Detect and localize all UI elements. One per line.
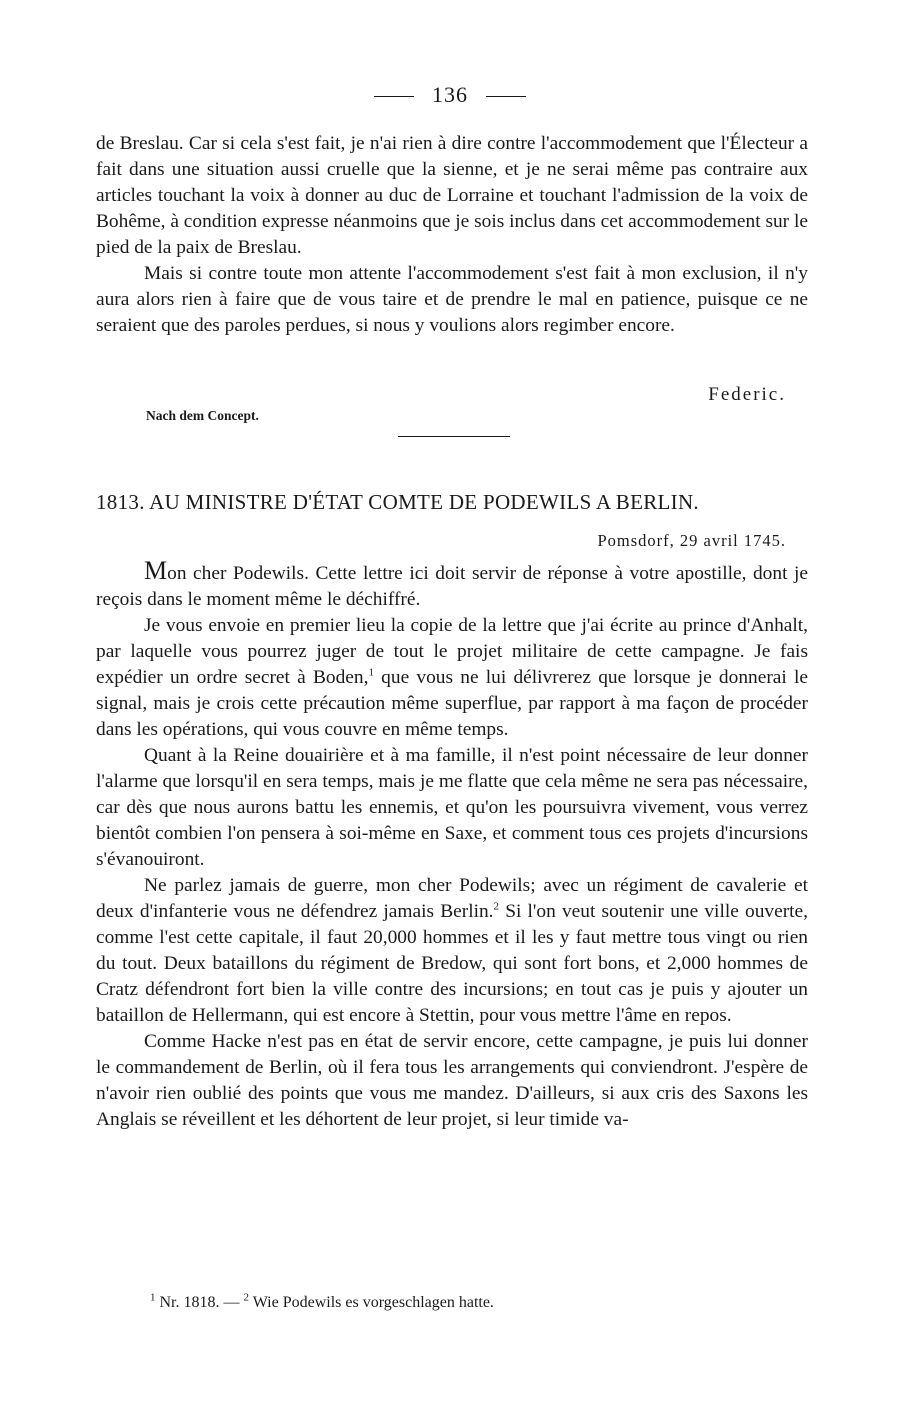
- letter-paragraph-2-text-a: Je vous envoie en premier lieu la copie de la lettre que j'ai écrite au prince d'Anhalt, par laquelle vous pourrez juger de tout le projet militaire de cette campagne. Je fais expédier un ordre secret à Boden,: [96, 615, 808, 688]
- letter-dateline: Pomsdorf, 29 avril 1745.: [597, 531, 786, 550]
- footnote-marker-2: 2: [243, 1291, 249, 1304]
- letter-heading: 1813. AU MINISTRE D'ÉTAT COMTE DE PODEWILS A BERLIN.: [96, 490, 699, 514]
- page-number: [0, 82, 900, 108]
- footnote-marker-1: 1: [150, 1291, 156, 1304]
- footnote-text-1: Nr. 1818. —: [155, 1294, 244, 1311]
- letter-paragraph-2-text-b: que vous ne lui délivrerez que lorsque je donnerai le signal, mais je crois cette précaution même superflue, par rapport à ma façon de procéder dans les opérations, qui vous couvre en même temps.: [96, 667, 808, 740]
- left-dash: [374, 96, 414, 97]
- letter-paragraph-1: [96, 558, 808, 613]
- footnote-ref-1: 1: [368, 666, 374, 679]
- continuation-text: [96, 131, 808, 339]
- letter-body: [96, 558, 808, 1133]
- letter-paragraph-5: Comme Hacke n'est pas en état de servir encore, cette campagne, je puis lui donner le commandement de Berlin, où il fera tous les arrangements qui conviendront. J'espère de n'avoir rien oublié des points que vous me mandez. D'ailleurs, si aux cris des Saxons les Anglais se réveillent et les déhortent de leur projet, si leur timide va-: [96, 1031, 808, 1130]
- source-note: Nach dem Concept.: [146, 408, 259, 423]
- footnotes: [150, 1291, 494, 1312]
- section-separator: [398, 436, 510, 437]
- page-number-text: 136: [432, 82, 468, 107]
- footnote-ref-2: 2: [493, 900, 500, 913]
- continuation-paragraph-2: Mais si contre toute mon attente l'accommodement s'est fait à mon exclusion, il n'y aura alors rien à faire que de vous taire et de prendre le mal en patience, puisque ce ne seraient que des paroles perdues, si nous y voulions alors regimber encore.: [96, 263, 808, 336]
- right-dash: [486, 96, 526, 97]
- letter-paragraph-1-text: on cher Podewils. Cette lettre ici doit servir de réponse à votre apostille, dont je reçois dans le moment même le déchiffré.: [96, 563, 808, 610]
- letter-paragraph-4: [96, 873, 808, 1029]
- footnote-text-2: Wie Podewils es vorgeschlagen hatte.: [249, 1294, 494, 1311]
- continuation-paragraph-1: de Breslau. Car si cela s'est fait, je n'ai rien à dire contre l'accommodement que l'Électeur a fait dans une situation aussi cruelle que la sienne, et je ne serai même pas contraire aux articles touchant la voix à donner au duc de Lorraine et touchant l'admission de la voix de Bohême, à condition expresse néanmoins que je sois inclus dans cet accommodement sur le pied de la paix de Breslau.: [96, 133, 808, 258]
- salutation-initial: M: [144, 556, 168, 585]
- signature: Federic.: [708, 384, 786, 405]
- letter-paragraph-2: [96, 613, 808, 743]
- letter-paragraph-4-text-a: Ne parlez jamais de guerre, mon cher Podewils; avec un régiment de cavalerie et deux d'infanterie vous ne défendrez jamais Berlin.: [96, 875, 808, 922]
- letter-paragraph-4-text-b: Si l'on veut soutenir une ville ouverte, comme l'est cette capitale, il faut 20,000 hommes et il les y faut mettre tous vingt ou rien du tout. Deux bataillons du régiment de Bredow, qui sont fort bons, et 2,000 hommes de Cratz défendront fort bien la ville contre des incursions; en tout cas je puis y ajouter un bataillon de Hellermann, qui est encore à Stettin, pour vous mettre l'âme en repos.: [96, 901, 808, 1026]
- letter-paragraph-3: Quant à la Reine douairière et à ma famille, il n'est point nécessaire de leur donner l'alarme que lorsqu'il en sera temps, mais je me flatte que cela même ne sera pas nécessaire, car dès que nous aurons battu les ennemis, et qu'on les poursuivra vivement, vous verrez bientôt combien l'on pensera à soi-même en Saxe, et comment tous ces projets d'incursions s'évanouiront.: [96, 745, 808, 870]
